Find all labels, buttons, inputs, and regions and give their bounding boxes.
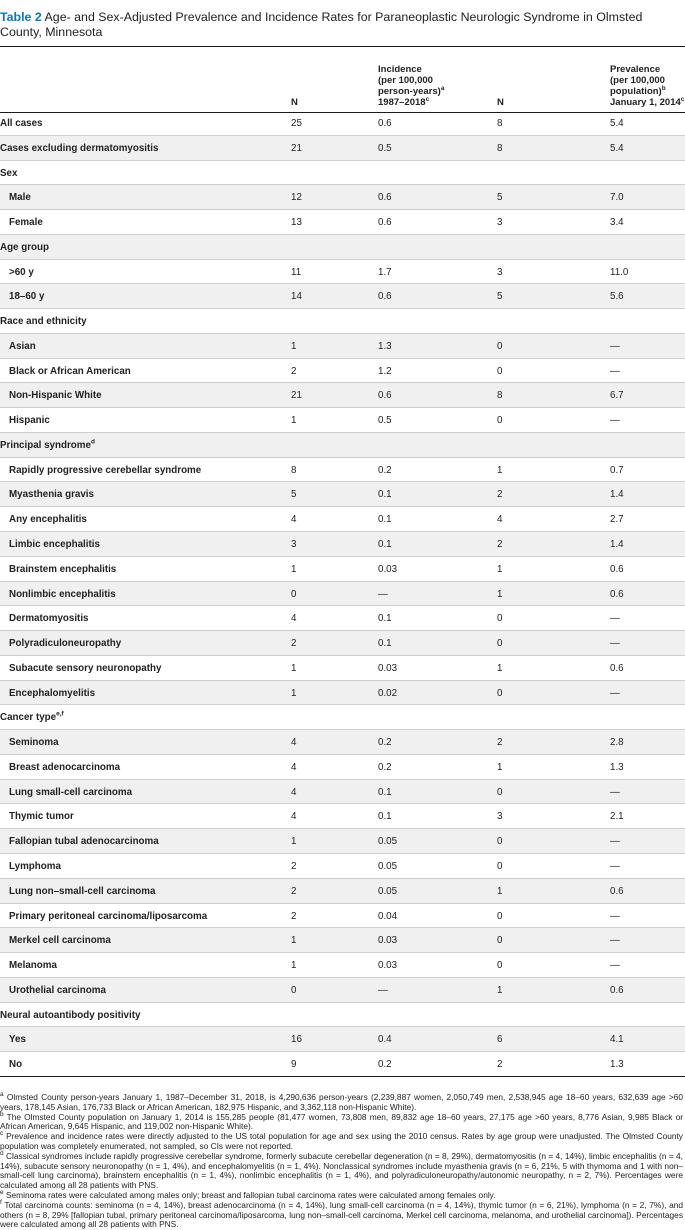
row-label [9,539,100,550]
row-label [9,267,34,278]
cell-incidence-rate: 1.7 [378,266,392,278]
cell-prevalence-n: 1 [497,464,503,476]
cell-prevalence-n: 8 [497,142,503,154]
header-n-incidence: N [291,97,298,108]
cell-incidence-n: 2 [291,638,297,650]
row-label [9,836,159,847]
cell-incidence-rate: 0.1 [378,514,392,526]
header-prevalence-line3 [610,86,684,97]
footnote-text: The Olmsted County population on January 1, 2014 is 155,285 people (81,477 women, 73,808 men, 89,832 age 18–60 years, 27,175 age >60 years, 8,776 Asian, 9,985 Black or African American, 9,645 Hispanic, and 119,002 non-Hispanic White). [0,1111,684,1132]
row-label [9,886,155,897]
row-label-sup: d [90,438,95,446]
table-row [0,284,685,309]
cell-prevalence-rate: 2.8 [610,737,624,749]
section-row [0,705,685,730]
cell-prevalence-rate: 11.0 [610,266,629,278]
cell-prevalence-n: 0 [497,960,503,972]
cell-prevalence-n: 0 [497,786,503,798]
footnote [0,1093,683,1113]
cell-incidence-rate: 0.1 [378,539,392,551]
cell-incidence-n: 5 [291,489,297,501]
cell-prevalence-n: 0 [497,687,503,699]
cell-prevalence-rate: — [610,340,620,352]
row-label [9,985,106,996]
row-label [9,935,111,946]
table-label: Table 2 [0,10,42,24]
cell-prevalence-n: 3 [497,217,503,229]
cell-prevalence-n: 6 [497,1034,503,1046]
row-label-text: Myasthenia gravis [9,489,94,501]
cell-incidence-n: 1 [291,935,297,947]
footnote [0,1110,684,1133]
cell-incidence-n: 2 [291,885,297,897]
header-incidence-line1: Incidence [378,64,422,75]
cell-incidence-n: 2 [291,365,297,377]
cell-incidence-n: 3 [291,539,297,551]
cell-prevalence-rate: 3.4 [610,217,624,229]
header-prevalence-line1: Prevalence [610,64,661,75]
table-row [0,631,685,656]
cell-prevalence-n: 2 [497,737,503,749]
cell-incidence-n: 0 [291,984,297,996]
row-label-text: Melanoma [9,960,57,972]
cell-incidence-rate: 0.05 [378,860,398,872]
cell-prevalence-n: 8 [497,118,503,129]
table-row [0,606,685,631]
cell-incidence-n: 1 [291,687,297,699]
cell-prevalence-n: 3 [497,266,503,278]
cell-incidence-rate: 0.03 [378,563,398,575]
cell-incidence-rate: 0.6 [378,118,392,129]
row-label-text: Cases excluding dermatomyositis [0,142,159,154]
row-label-text: Breast adenocarcinoma [9,761,121,773]
cell-incidence-n: 1 [291,836,297,848]
table-title-text: Age- and Sex-Adjusted Prevalence and Incidence Rates for Paraneoplastic Neurologic Syndrome in Olmsted County, Minnesota [0,10,643,39]
cell-incidence-rate: 0.6 [378,217,392,229]
row-label-text: Brainstem encephalitis [9,563,117,575]
table-row [0,780,685,805]
table-row [0,928,685,953]
cell-incidence-rate: — [378,984,388,996]
cell-prevalence-n: 2 [497,489,503,501]
row-label-text: Any encephalitis [9,514,87,526]
cell-prevalence-n: 0 [497,340,503,352]
row-label-text: Black or African American [9,365,131,377]
table-row [0,804,685,829]
row-label [9,737,59,748]
cell-prevalence-n: 0 [497,910,503,922]
table-row [0,904,685,929]
table-row [0,111,685,136]
table-row [0,408,685,433]
table-row [0,185,685,210]
cell-prevalence-rate: 0.6 [610,984,624,996]
row-label-text: No [9,1059,23,1071]
row-label [0,712,64,723]
table-row [0,582,685,607]
row-label-text: Seminoma [9,737,59,749]
section-row [0,235,685,260]
cell-prevalence-n: 8 [497,390,503,402]
footnote-text: Prevalence and incidence rates were directly adjusted to the US total population for age and sex using the 2010 census. Rates by age group were unadjusted. The Olmsted County population was completely enumerated, not sampled, so CIs were not reported. [0,1131,683,1151]
cell-incidence-n: 2 [291,860,297,872]
row-label-text: Urothelial carcinoma [9,984,106,996]
cell-incidence-rate: 1.3 [378,340,392,352]
cell-prevalence-rate: 2.1 [610,811,624,823]
cell-prevalence-n: 1 [497,662,503,674]
cell-incidence-n: 4 [291,737,297,749]
table-row [0,260,685,285]
table-header [0,46,685,113]
table-title [0,10,680,40]
cell-prevalence-rate: 0.6 [610,588,624,600]
cell-incidence-n: 1 [291,662,297,674]
row-label [0,316,87,327]
cell-prevalence-rate: — [610,638,620,650]
table-row [0,755,685,780]
table-row [0,681,685,706]
row-label [9,663,161,674]
row-label-text: Limbic encephalitis [9,539,100,551]
cell-incidence-rate: 0.05 [378,836,398,848]
row-label-text: Merkel cell carcinoma [9,935,111,947]
table-row [0,730,685,755]
cell-incidence-n: 1 [291,563,297,575]
cell-incidence-n: 14 [291,291,302,303]
row-label [0,118,42,129]
row-label-text: 18–60 y [9,291,45,303]
cell-prevalence-n: 3 [497,811,503,823]
row-label [9,217,43,228]
row-label-text: Principal syndrome [0,439,91,451]
footnote-text: Olmsted County person-years January 1, 1987–December 31, 2018, is 4,290,636 person-years (2,239,887 women, 2,050,749 men, 2,538,945 age 18–60 years, 632,639 age >60 years, 178,145 Asian, 176,733 Black or African American, 182,975 Hispanic, and 3,362,118 non-Hispanic White). [0,1092,683,1112]
cell-incidence-n: 12 [291,192,302,204]
row-label-text: Lung non–small-cell carcinoma [9,885,156,897]
row-label-text: >60 y [9,266,34,278]
cell-prevalence-n: 5 [497,291,503,303]
cell-incidence-rate: 0.2 [378,464,392,476]
row-label-text: Cancer type [0,712,57,724]
row-label [0,143,158,154]
row-label [9,638,121,649]
cell-incidence-rate: 0.1 [378,489,392,501]
header-incidence [378,64,444,108]
cell-incidence-n: 4 [291,786,297,798]
table-row [0,1052,685,1077]
row-label-text: Fallopian tubal adenocarcinoma [9,836,159,848]
table-row [0,879,685,904]
cell-incidence-n: 2 [291,910,297,922]
cell-prevalence-rate: — [610,910,620,922]
row-label [9,861,61,872]
cell-incidence-n: 1 [291,415,297,427]
cell-prevalence-n: 4 [497,514,503,526]
cell-incidence-rate: 0.1 [378,613,392,625]
cell-prevalence-n: 1 [497,588,503,600]
cell-incidence-n: 9 [291,1059,297,1071]
cell-incidence-rate: 0.04 [378,910,398,922]
row-label-text: Male [9,192,31,204]
cell-prevalence-rate: — [610,613,620,625]
row-label [9,366,131,377]
cell-prevalence-n: 1 [497,885,503,897]
row-label-text: Race and ethnicity [0,316,87,328]
table-row [0,210,685,235]
row-label [9,415,50,426]
cell-incidence-n: 25 [291,118,302,129]
cell-incidence-n: 21 [291,390,302,402]
row-label-text: Primary peritoneal carcinoma/liposarcoma [9,910,208,922]
footnote-mark: c [0,1130,4,1138]
table-row [0,359,685,384]
header-prevalence-date-sup: c [680,95,685,103]
row-label [9,762,120,773]
row-label-text: Nonlimbic encephalitis [9,588,116,600]
cell-incidence-n: 1 [291,340,297,352]
row-label [9,390,102,401]
row-label [9,1034,26,1045]
row-label [9,960,57,971]
row-label-text: Dermatomyositis [9,613,89,625]
row-label [9,514,87,525]
table-row [0,1027,685,1052]
footnotes [0,1093,683,1230]
cell-prevalence-rate: 5.4 [610,118,624,129]
row-label [9,564,116,575]
cell-incidence-rate: 0.02 [378,687,398,699]
table-row [0,532,685,557]
cell-prevalence-rate: — [610,786,620,798]
cell-prevalence-n: 0 [497,836,503,848]
row-label-text: Thymic tumor [9,811,74,823]
cell-incidence-rate: 0.03 [378,960,398,972]
cell-incidence-rate: 1.2 [378,365,392,377]
cell-prevalence-n: 1 [497,563,503,575]
header-prevalence-line2: (per 100,000 [610,75,665,86]
cell-incidence-n: 4 [291,514,297,526]
row-label [9,688,95,699]
row-label [9,291,44,302]
cell-incidence-rate: 0.5 [378,415,392,427]
footnote [0,1198,684,1230]
table-body [0,111,685,1077]
header-incidence-line2: (per 100,000 [378,75,433,86]
cell-incidence-rate: 0.2 [378,737,392,749]
row-label [0,440,95,451]
cell-incidence-n: 8 [291,464,297,476]
cell-prevalence-n: 2 [497,539,503,551]
cell-prevalence-rate: 7.0 [610,192,624,204]
row-label-text: Sex [0,167,18,179]
header-incidence-sup: a [440,84,445,92]
cell-incidence-n: 0 [291,588,297,600]
cell-prevalence-rate: — [610,365,620,377]
row-label [9,465,201,476]
section-row [0,309,685,334]
footnote-mark: d [0,1150,4,1157]
cell-prevalence-n: 0 [497,365,503,377]
footnote-text: Seminoma rates were calculated among males only; breast and fallopian tubal carcinoma rates were calculated among females only. [5,1189,496,1200]
cell-incidence-rate: 0.1 [378,811,392,823]
row-label-sup: e,f [56,711,64,719]
header-incidence-line3-text: person-years) [378,86,441,97]
table-row [0,557,685,582]
cell-incidence-n: 21 [291,142,302,154]
cell-prevalence-n: 0 [497,415,503,427]
cell-incidence-rate: — [378,588,388,600]
row-label-text: All cases [0,118,43,129]
cell-incidence-n: 16 [291,1034,302,1046]
cell-prevalence-n: 5 [497,192,503,204]
cell-prevalence-n: 1 [497,761,503,773]
cell-prevalence-rate: 5.6 [610,291,624,303]
row-label [0,168,17,179]
header-prevalence-sup: b [661,84,666,92]
cell-incidence-n: 4 [291,811,297,823]
header-incidence-line4 [378,97,444,108]
cell-incidence-n: 13 [291,217,302,229]
row-label-text: Polyradiculoneuropathy [9,638,122,650]
cell-incidence-rate: 0.1 [378,786,392,798]
cell-prevalence-rate: 1.3 [610,1059,624,1071]
table-row [0,334,685,359]
cell-incidence-rate: 0.2 [378,1059,392,1071]
cell-prevalence-n: 0 [497,860,503,872]
header-incidence-years: 1987–2018 [378,97,426,108]
cell-prevalence-n: 0 [497,638,503,650]
cell-incidence-rate: 0.5 [378,142,392,154]
footnote-mark: e [0,1189,4,1197]
row-label-text: Encephalomyelitis [9,687,96,699]
cell-prevalence-rate: 0.6 [610,563,624,575]
row-label-text: Hispanic [9,415,50,427]
cell-prevalence-rate: 5.4 [610,142,624,154]
cell-prevalence-rate: 0.6 [610,885,624,897]
header-incidence-years-sup: c [425,95,430,103]
cell-prevalence-rate: 1.4 [610,489,624,501]
cell-prevalence-rate: 1.3 [610,761,624,773]
cell-prevalence-rate: — [610,687,620,699]
row-label-text: Neural autoantibody positivity [0,1009,141,1021]
section-row [0,1003,685,1028]
table-row [0,953,685,978]
row-label-text: Subacute sensory neuronopathy [9,662,162,674]
cell-incidence-rate: 0.03 [378,935,398,947]
cell-incidence-rate: 0.4 [378,1034,392,1046]
cell-incidence-rate: 0.05 [378,885,398,897]
cell-incidence-n: 1 [291,960,297,972]
row-label [9,787,132,798]
row-label [9,192,31,203]
footnote [0,1152,683,1191]
row-label [9,589,116,600]
cell-prevalence-rate: 0.6 [610,662,624,674]
row-label-text: Lymphoma [9,860,61,872]
table-row [0,482,685,507]
cell-prevalence-rate: 4.1 [610,1034,624,1046]
row-label-text: Yes [9,1034,26,1046]
cell-incidence-n: 4 [291,761,297,773]
footnote-text: Classical syndromes include rapidly progressive cerebellar syndrome, formerly subacute cerebellar degeneration (n = 8, 29%), dermatomyositis (n = 4, 14%), limbic encephalitis (n = 4, 14%), subacute sensory neuronopathy (n = 1, 4%), and encephalomyelitis (n = 1, 4%). Nonclassical syndromes include myasthenia gravis (n = 6, 21%, 5 with thymoma and 1 with non–small-cell lung carcinoma), brainstem encephalitis (n = 1, 4%), nonlimbic encephalitis (n = 1, 4%), and polyradiculoneuropathy/autonomic neuropathy, n = 2, 7%). Percentages were calculated among all 28 patients with PNS. [0,1150,683,1191]
row-label-text: Lung small-cell carcinoma [9,786,133,798]
cell-prevalence-rate: — [610,860,620,872]
cell-prevalence-n: 1 [497,984,503,996]
header-prevalence-line3-text: population) [610,86,662,97]
cell-prevalence-rate: — [610,935,620,947]
cell-prevalence-n: 2 [497,1059,503,1071]
table-row [0,978,685,1003]
cell-prevalence-rate: 1.4 [610,539,624,551]
table-row [0,507,685,532]
footnote [0,1132,683,1152]
cell-incidence-rate: 0.6 [378,192,392,204]
cell-incidence-rate: 0.6 [378,291,392,303]
cell-prevalence-n: 0 [497,935,503,947]
row-label [9,1059,22,1070]
table-row [0,656,685,681]
header-prevalence-line4 [610,97,684,108]
table-row [0,458,685,483]
footnote-mark: b [0,1110,4,1118]
cell-prevalence-rate: 2.7 [610,514,624,526]
table-row [0,136,685,161]
row-label-text: Female [9,217,43,229]
footnote-mark: a [0,1091,4,1099]
cell-prevalence-rate: — [610,415,620,427]
section-row [0,433,685,458]
header-incidence-line3 [378,86,444,97]
row-label [9,489,94,500]
row-label-text: Age group [0,241,49,253]
row-label [9,613,89,624]
cell-prevalence-n: 0 [497,613,503,625]
row-label-text: Rapidly progressive cerebellar syndrome [9,464,202,476]
cell-incidence-rate: 0.03 [378,662,398,674]
footnote-text: Total carcinoma counts: seminoma (n = 4, 14%), breast adenocarcinoma (n = 4, 14%), lung small-cell carcinoma (n = 4, 14%), thymic tumor (n = 6, 21%), lymphoma (n = 2, 7%), and others (n = 8, 29% [fallopian tubal, primary peritoneal carcinoma/liposarcoma, lung non–small-cell carcinoma, Merkel cell carcinoma, melanoma, and urothelial carcinoma]). Percentages were calculated among all 28 patients with PNS. [0,1199,684,1230]
table-row [0,383,685,408]
header-n-prevalence: N [497,97,504,108]
header-prevalence [610,64,684,108]
row-label [9,341,36,352]
row-label-text: Asian [9,340,36,352]
table-row [0,829,685,854]
header-prevalence-date: January 1, 2014 [610,97,681,108]
row-label [9,911,207,922]
cell-incidence-n: 4 [291,613,297,625]
cell-prevalence-rate: — [610,960,620,972]
footnote-mark: f [0,1198,2,1206]
cell-incidence-rate: 0.6 [378,390,392,402]
row-label [0,1010,140,1021]
cell-prevalence-rate: 0.7 [610,464,624,476]
cell-incidence-rate: 0.1 [378,638,392,650]
cell-incidence-rate: 0.2 [378,761,392,773]
cell-incidence-n: 11 [291,266,302,278]
table-row [0,854,685,879]
cell-prevalence-rate: — [610,836,620,848]
row-label [9,811,74,822]
section-row [0,161,685,186]
row-label-text: Non-Hispanic White [9,390,102,402]
cell-prevalence-rate: 6.7 [610,390,624,402]
row-label [0,242,49,253]
